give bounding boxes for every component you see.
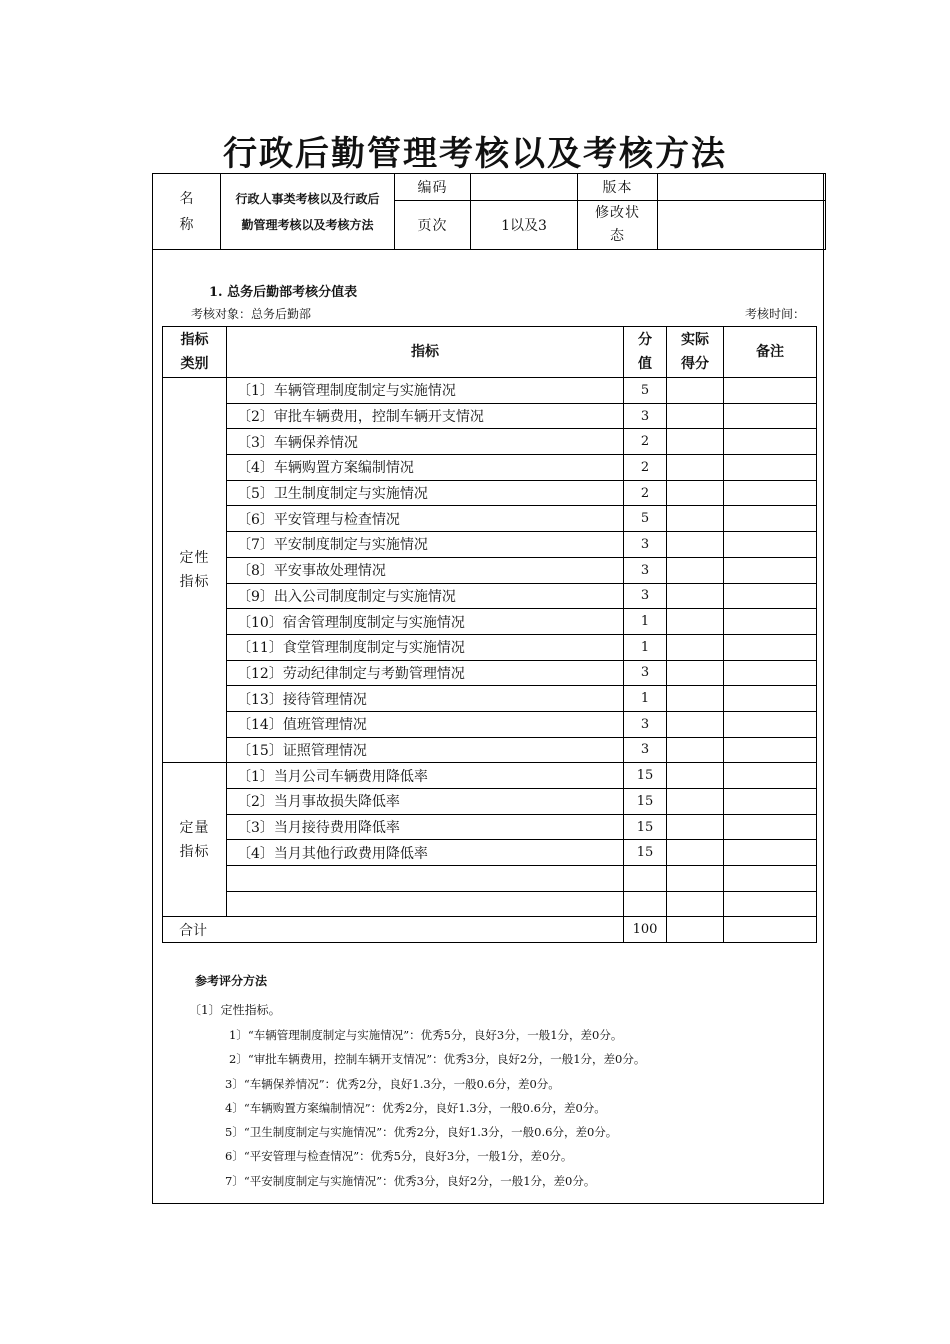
remarks-cell — [724, 686, 817, 712]
col-header-remarks: 备注 — [724, 327, 817, 378]
actual-score-cell — [667, 480, 724, 506]
actual-score-cell — [667, 660, 724, 686]
method-rule: 2〕“审批车辆费用，控制车辆开支情况”：优秀3分，良好2分，一般1分，差0分。 — [229, 1052, 646, 1067]
points-cell: 2 — [624, 429, 667, 455]
actual-score-cell — [667, 763, 724, 789]
remarks-cell — [724, 789, 817, 815]
actual-score-cell — [667, 634, 724, 660]
remarks-cell — [724, 660, 817, 686]
points-cell: 3 — [624, 711, 667, 737]
indicator-cell: 〔6〕平安管理与检查情况 — [227, 506, 624, 532]
points-cell: 3 — [624, 557, 667, 583]
table-row — [163, 891, 817, 917]
assessment-time: 考核时间： — [744, 307, 805, 321]
table-row — [163, 737, 817, 763]
table-row — [163, 763, 817, 789]
indicator-cell: 〔14〕值班管理情况 — [227, 711, 624, 737]
table-row — [163, 686, 817, 712]
indicator-cell: 〔1〕当月公司车辆费用降低率 — [227, 763, 624, 789]
indicator-cell: 〔3〕车辆保养情况 — [227, 429, 624, 455]
col-header-category — [163, 327, 227, 378]
indicator-cell: 〔10〕宿舍管理制度制定与实施情况 — [227, 609, 624, 635]
total-row — [163, 917, 817, 943]
points-cell: 1 — [624, 686, 667, 712]
indicator-cell — [227, 866, 624, 892]
indicator-cell: 〔4〕车辆购置方案编制情况 — [227, 455, 624, 481]
total-actual-cell — [667, 917, 724, 943]
col-header-actual-text: 实际得分 — [681, 332, 709, 372]
points-cell: 3 — [624, 737, 667, 763]
remarks-cell — [724, 814, 817, 840]
remarks-cell — [724, 480, 817, 506]
code-label: 编码 — [395, 174, 471, 201]
actual-score-cell — [667, 403, 724, 429]
remarks-cell — [724, 634, 817, 660]
points-cell: 2 — [624, 455, 667, 481]
points-cell: 3 — [624, 532, 667, 558]
actual-score-cell — [667, 866, 724, 892]
points-cell: 1 — [624, 634, 667, 660]
header-table — [152, 173, 826, 250]
points-cell: 3 — [624, 660, 667, 686]
indicator-cell: 〔15〕证照管理情况 — [227, 737, 624, 763]
score-table-body — [163, 378, 817, 943]
page-title: 行政后勤管理考核以及考核方法 — [223, 134, 727, 174]
method-rule: 5〕“卫生制度制定与实施情况”：优秀2分，良好1.3分，一般0.6分，差0分。 — [225, 1125, 618, 1140]
table-row — [163, 378, 817, 404]
table-row — [163, 660, 817, 686]
remarks-cell — [724, 583, 817, 609]
remarks-cell — [724, 455, 817, 481]
remarks-cell — [724, 532, 817, 558]
remarks-cell — [724, 403, 817, 429]
remarks-cell — [724, 429, 817, 455]
total-remarks-cell — [724, 917, 817, 943]
revision-label-text: 修改状态 — [595, 205, 640, 244]
revision-label — [578, 201, 658, 250]
points-cell: 15 — [624, 814, 667, 840]
total-value: 100 — [624, 917, 667, 943]
actual-score-cell — [667, 429, 724, 455]
indicator-cell: 〔5〕卫生制度制定与实施情况 — [227, 480, 624, 506]
remarks-cell — [724, 866, 817, 892]
points-cell: 15 — [624, 763, 667, 789]
table-row — [163, 480, 817, 506]
section-title: 1. 总务后勤部考核分值表 — [209, 285, 358, 300]
remarks-cell — [724, 609, 817, 635]
category-quantitative — [163, 763, 227, 917]
assessment-subject: 考核对象：总务后勤部 — [191, 307, 312, 321]
version-value — [658, 174, 826, 201]
col-header-points — [624, 327, 667, 378]
method-title: 参考评分方法 — [195, 974, 268, 988]
actual-score-cell — [667, 711, 724, 737]
table-row — [163, 634, 817, 660]
actual-score-cell — [667, 789, 724, 815]
points-cell: 2 — [624, 480, 667, 506]
revision-value — [658, 201, 826, 250]
indicator-cell: 〔1〕车辆管理制度制定与实施情况 — [227, 378, 624, 404]
version-label: 版本 — [578, 174, 658, 201]
actual-score-cell — [667, 532, 724, 558]
score-table — [162, 326, 817, 943]
table-row — [163, 532, 817, 558]
indicator-cell: 〔12〕劳动纪律制定与考勤管理情况 — [227, 660, 624, 686]
actual-score-cell — [667, 737, 724, 763]
points-cell — [624, 891, 667, 917]
actual-score-cell — [667, 686, 724, 712]
table-row — [163, 814, 817, 840]
indicator-cell: 〔7〕平安制度制定与实施情况 — [227, 532, 624, 558]
actual-score-cell — [667, 557, 724, 583]
col-header-indicator: 指标 — [227, 327, 624, 378]
method-rules — [195, 1027, 815, 1189]
indicator-cell: 〔4〕当月其他行政费用降低率 — [227, 840, 624, 866]
points-cell: 5 — [624, 506, 667, 532]
actual-score-cell — [667, 840, 724, 866]
method-rule: 1〕“车辆管理制度制定与实施情况”：优秀5分，良好3分，一般1分，差0分。 — [229, 1028, 623, 1042]
table-row — [163, 455, 817, 481]
table-row — [163, 711, 817, 737]
points-cell: 3 — [624, 403, 667, 429]
document-frame — [152, 173, 824, 1204]
method-subtitle: 〔1〕定性指标。 — [189, 1003, 281, 1017]
actual-score-cell — [667, 506, 724, 532]
table-row — [163, 583, 817, 609]
remarks-cell — [724, 557, 817, 583]
indicator-cell: 〔2〕当月事故损失降低率 — [227, 789, 624, 815]
table-row — [163, 557, 817, 583]
name-label — [153, 174, 221, 250]
indicator-cell: 〔8〕平安事故处理情况 — [227, 557, 624, 583]
col-header-points-text: 分值 — [638, 332, 652, 372]
points-cell: 15 — [624, 789, 667, 815]
indicator-cell: 〔13〕接待管理情况 — [227, 686, 624, 712]
table-row — [163, 866, 817, 892]
table-row — [163, 403, 817, 429]
points-cell: 3 — [624, 583, 667, 609]
category-qualitative-text: 定性指标 — [179, 550, 210, 591]
actual-score-cell — [667, 609, 724, 635]
method-rule: 6〕“平安管理与检查情况”：优秀5分，良好3分，一般1分，差0分。 — [225, 1149, 573, 1164]
remarks-cell — [724, 737, 817, 763]
indicator-cell: 〔2〕审批车辆费用，控制车辆开支情况 — [227, 403, 624, 429]
name-label-text: 名称 — [179, 190, 195, 233]
points-cell: 5 — [624, 378, 667, 404]
method-rule: 4〕“车辆购置方案编制情况”：优秀2分，良好1.3分，一般0.6分，差0分。 — [225, 1100, 606, 1115]
method-rule: 7〕“平安制度制定与实施情况”：优秀3分，良好2分，一般1分，差0分。 — [225, 1173, 596, 1188]
actual-score-cell — [667, 583, 724, 609]
col-header-category-text: 指标类别 — [180, 332, 209, 372]
method-rule: 3〕“车辆保养情况”：优秀2分，良好1.3分，一般0.6分，差0分。 — [225, 1076, 560, 1091]
actual-score-cell — [667, 891, 724, 917]
actual-score-cell — [667, 814, 724, 840]
page-value: 1以及3 — [471, 201, 578, 250]
category-quantitative-text: 定量指标 — [179, 819, 210, 860]
actual-score-cell — [667, 455, 724, 481]
table-row — [163, 429, 817, 455]
table-row — [163, 609, 817, 635]
indicator-cell: 〔9〕出入公司制度制定与实施情况 — [227, 583, 624, 609]
category-qualitative — [163, 378, 227, 763]
remarks-cell — [724, 711, 817, 737]
col-header-actual — [667, 327, 724, 378]
indicator-cell — [227, 891, 624, 917]
indicator-cell: 〔11〕食堂管理制度制定与实施情况 — [227, 634, 624, 660]
points-cell: 15 — [624, 840, 667, 866]
remarks-cell — [724, 840, 817, 866]
name-value — [221, 174, 395, 250]
remarks-cell — [724, 506, 817, 532]
remarks-cell — [724, 378, 817, 404]
table-row — [163, 506, 817, 532]
remarks-cell — [724, 891, 817, 917]
total-label: 合计 — [163, 917, 624, 943]
page-label: 页次 — [395, 201, 471, 250]
indicator-cell: 〔3〕当月接待费用降低率 — [227, 814, 624, 840]
name-value-text: 行政人事类考核以及行政后勤管理考核以及考核方法 — [235, 191, 380, 232]
scoring-method — [189, 972, 815, 1197]
table-row — [163, 789, 817, 815]
actual-score-cell — [667, 378, 724, 404]
code-value — [471, 174, 578, 201]
table-row — [163, 840, 817, 866]
points-cell — [624, 866, 667, 892]
remarks-cell — [724, 763, 817, 789]
points-cell: 1 — [624, 609, 667, 635]
